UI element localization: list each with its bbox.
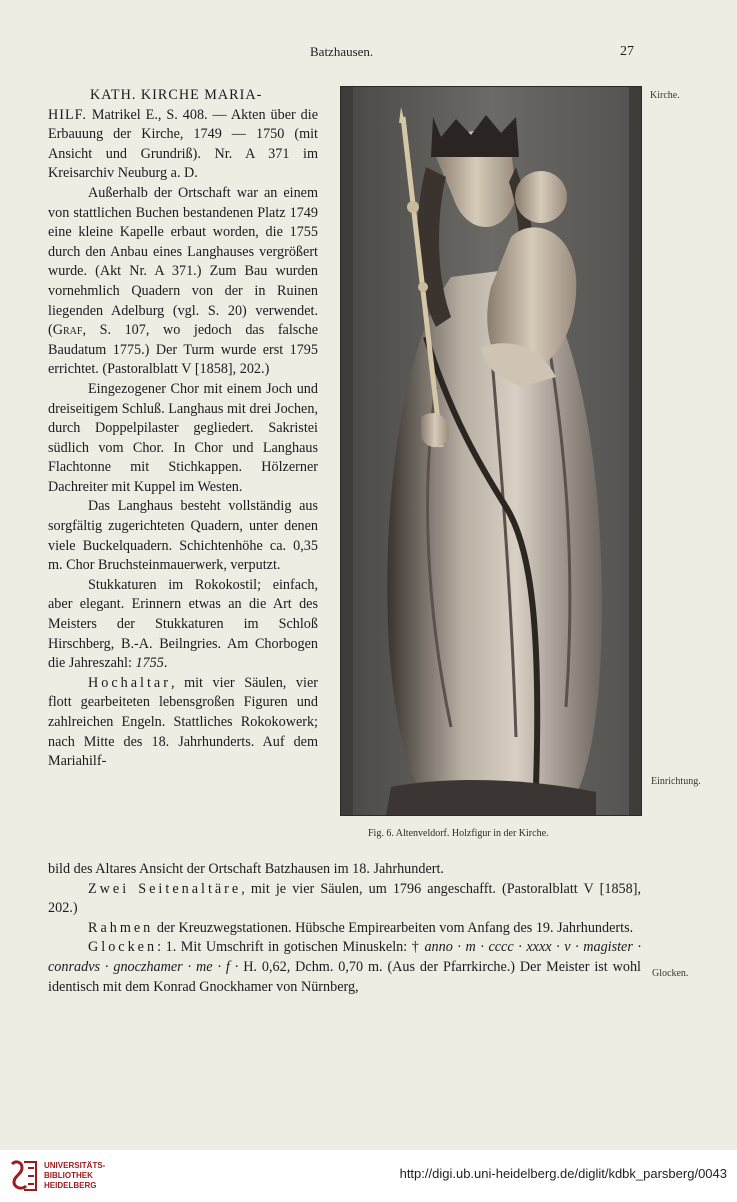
stucco-text: Stukkaturen im Rokokostil; einfach, aber elegant. Erinnern etwas an die Art des Meisters der Stukkaturen im Schloß Hirschberg, B.-A. Beilngries. Am Chorbogen die Jahreszahl: xyxy=(48,576,318,672)
seitenaltaere-label: Zwei Seitenaltäre xyxy=(88,880,242,897)
paragraph-heading xyxy=(48,86,318,184)
line-continuation: bild des Altares Ansicht der Ortschaft Batzhausen im 18. Jahrhundert. xyxy=(48,861,444,877)
paragraph-stucco xyxy=(48,576,318,674)
church-heading-line1: KATH. KIRCHE MARIA- xyxy=(90,87,263,103)
paragraph-rahmen xyxy=(48,919,641,939)
library-name-line1: UNIVERSITÄTS- xyxy=(44,1161,106,1170)
history-text-a: Außerhalb der Ortschaft war an einem von stattlichen Buchen bestandenen Platz 1749 eine kleine Kapelle erbaut worden, die 1755 durch den Anbau eines Langhauses vergrößert wurde. (Akt Nr. A 371.) Zum Bau wurden vornehmlich Quadern von der in Ruinen liegenden Adelburg (vgl. S. 20) verwendet. ( xyxy=(48,184,318,339)
library-name[interactable] xyxy=(44,1161,105,1191)
full-width-text xyxy=(48,860,641,997)
viewer-footer xyxy=(0,1150,737,1202)
paragraph-architecture: Eingezogener Chor mit einem Joch und dreiseitigem Schluß. Langhaus mit drei Jochen, durch Doppelpilaster gegliedert. Sakristei südlich vom Chor. In Chor und Langhaus Flachtonne mit Stichkappen. Hölzerner Dachreiter mit Kuppel im Westen. xyxy=(48,380,318,495)
glocken-label: Glocken xyxy=(88,939,158,956)
margin-note-glocken: Glocken. xyxy=(652,968,689,979)
hochaltar-label: Hochaltar xyxy=(88,674,171,691)
child-head xyxy=(515,171,567,223)
page-number: 27 xyxy=(620,44,634,59)
paragraph-masonry: Das Langhaus besteht vollständig aus sorgfältig zugerichteten Quadern, unter denen viele Buckelquadern. Schichtenhöhe ca. 0,35 m. Chor Bruchsteinmauerwerk, verputzt. xyxy=(48,498,318,574)
margin-note-einrichtung: Einrichtung. xyxy=(651,776,701,787)
left-column-text xyxy=(48,86,318,772)
sources-text: Matrikel E., S. 408. — Akten über die Erbauung der Kirche, 1749 — 1750 (mit Ansicht und Grundriß). Nr. A 371 im Kreisarchiv Neuburg a. D. xyxy=(48,106,318,182)
paragraph-glocken xyxy=(48,938,641,997)
permalink-url[interactable]: http://digi.ub.uni-heidelberg.de/diglit/kdbk_parsberg/0043 xyxy=(399,1166,727,1181)
margin-note-kirche: Kirche. xyxy=(650,90,680,101)
glocken-text-b: H. 0,62, Dchm. 0,70 m. (Aus der Pfarrkirche.) Der Meister ist wohl identisch mit dem Konrad Gnockhamer von Nürnberg, xyxy=(48,958,641,995)
figure-photo-madonna xyxy=(340,86,642,816)
hochaltar-text: , mit vier Säulen, vier flott gearbeiteten lebensgroßen Figuren und zahlreichen Engeln. Stattliches Rokokowerk; nach Mitte des 18. Jahrhunderts. Auf dem Mariahilf- xyxy=(48,674,318,770)
madonna-statue-image xyxy=(341,87,641,815)
paragraph-hochaltar xyxy=(48,674,318,772)
running-header: Batzhausen. xyxy=(310,44,374,59)
glocken-text-a: : 1. Mit Umschrift in gotischen Minuskeln: † xyxy=(157,939,425,956)
author-graf: Graf xyxy=(52,322,83,339)
library-name-line3: HEIDELBERG xyxy=(44,1181,97,1190)
figure-caption: Fig. 6. Altenveldorf. Holzfigur in der Kirche. xyxy=(368,828,549,839)
stucco-year: 1755 xyxy=(135,655,164,672)
history-text-b: , S. 107, wo jedoch das falsche Baudatum 1775.) Der Turm wurde erst 1795 errichtet. (Pastoralblatt V [1858], 202.) xyxy=(48,322,318,378)
paragraph-history xyxy=(48,184,318,380)
church-heading-line2: HILF. xyxy=(48,106,87,123)
stucco-period: . xyxy=(163,655,168,672)
rahmen-text: der Kreuzwegstationen. Hübsche Empirearbeiten vom Anfang des 19. Jahrhunderts. xyxy=(153,919,634,936)
paragraph-seitenaltaere xyxy=(48,880,641,919)
university-library-logo[interactable] xyxy=(8,1158,40,1194)
rahmen-label: Rahmen xyxy=(88,919,154,936)
seitenaltaere-text: , mit je vier Säulen, um 1796 angeschafft. (Pastoralblatt V [1858], 202.) xyxy=(48,880,641,917)
library-name-line2: BIBLIOTHEK xyxy=(44,1171,93,1180)
glocken-inscription: anno · m · cccc · xxxx · v · magister · conradvs · gnoczhamer · me · f · xyxy=(48,939,642,975)
